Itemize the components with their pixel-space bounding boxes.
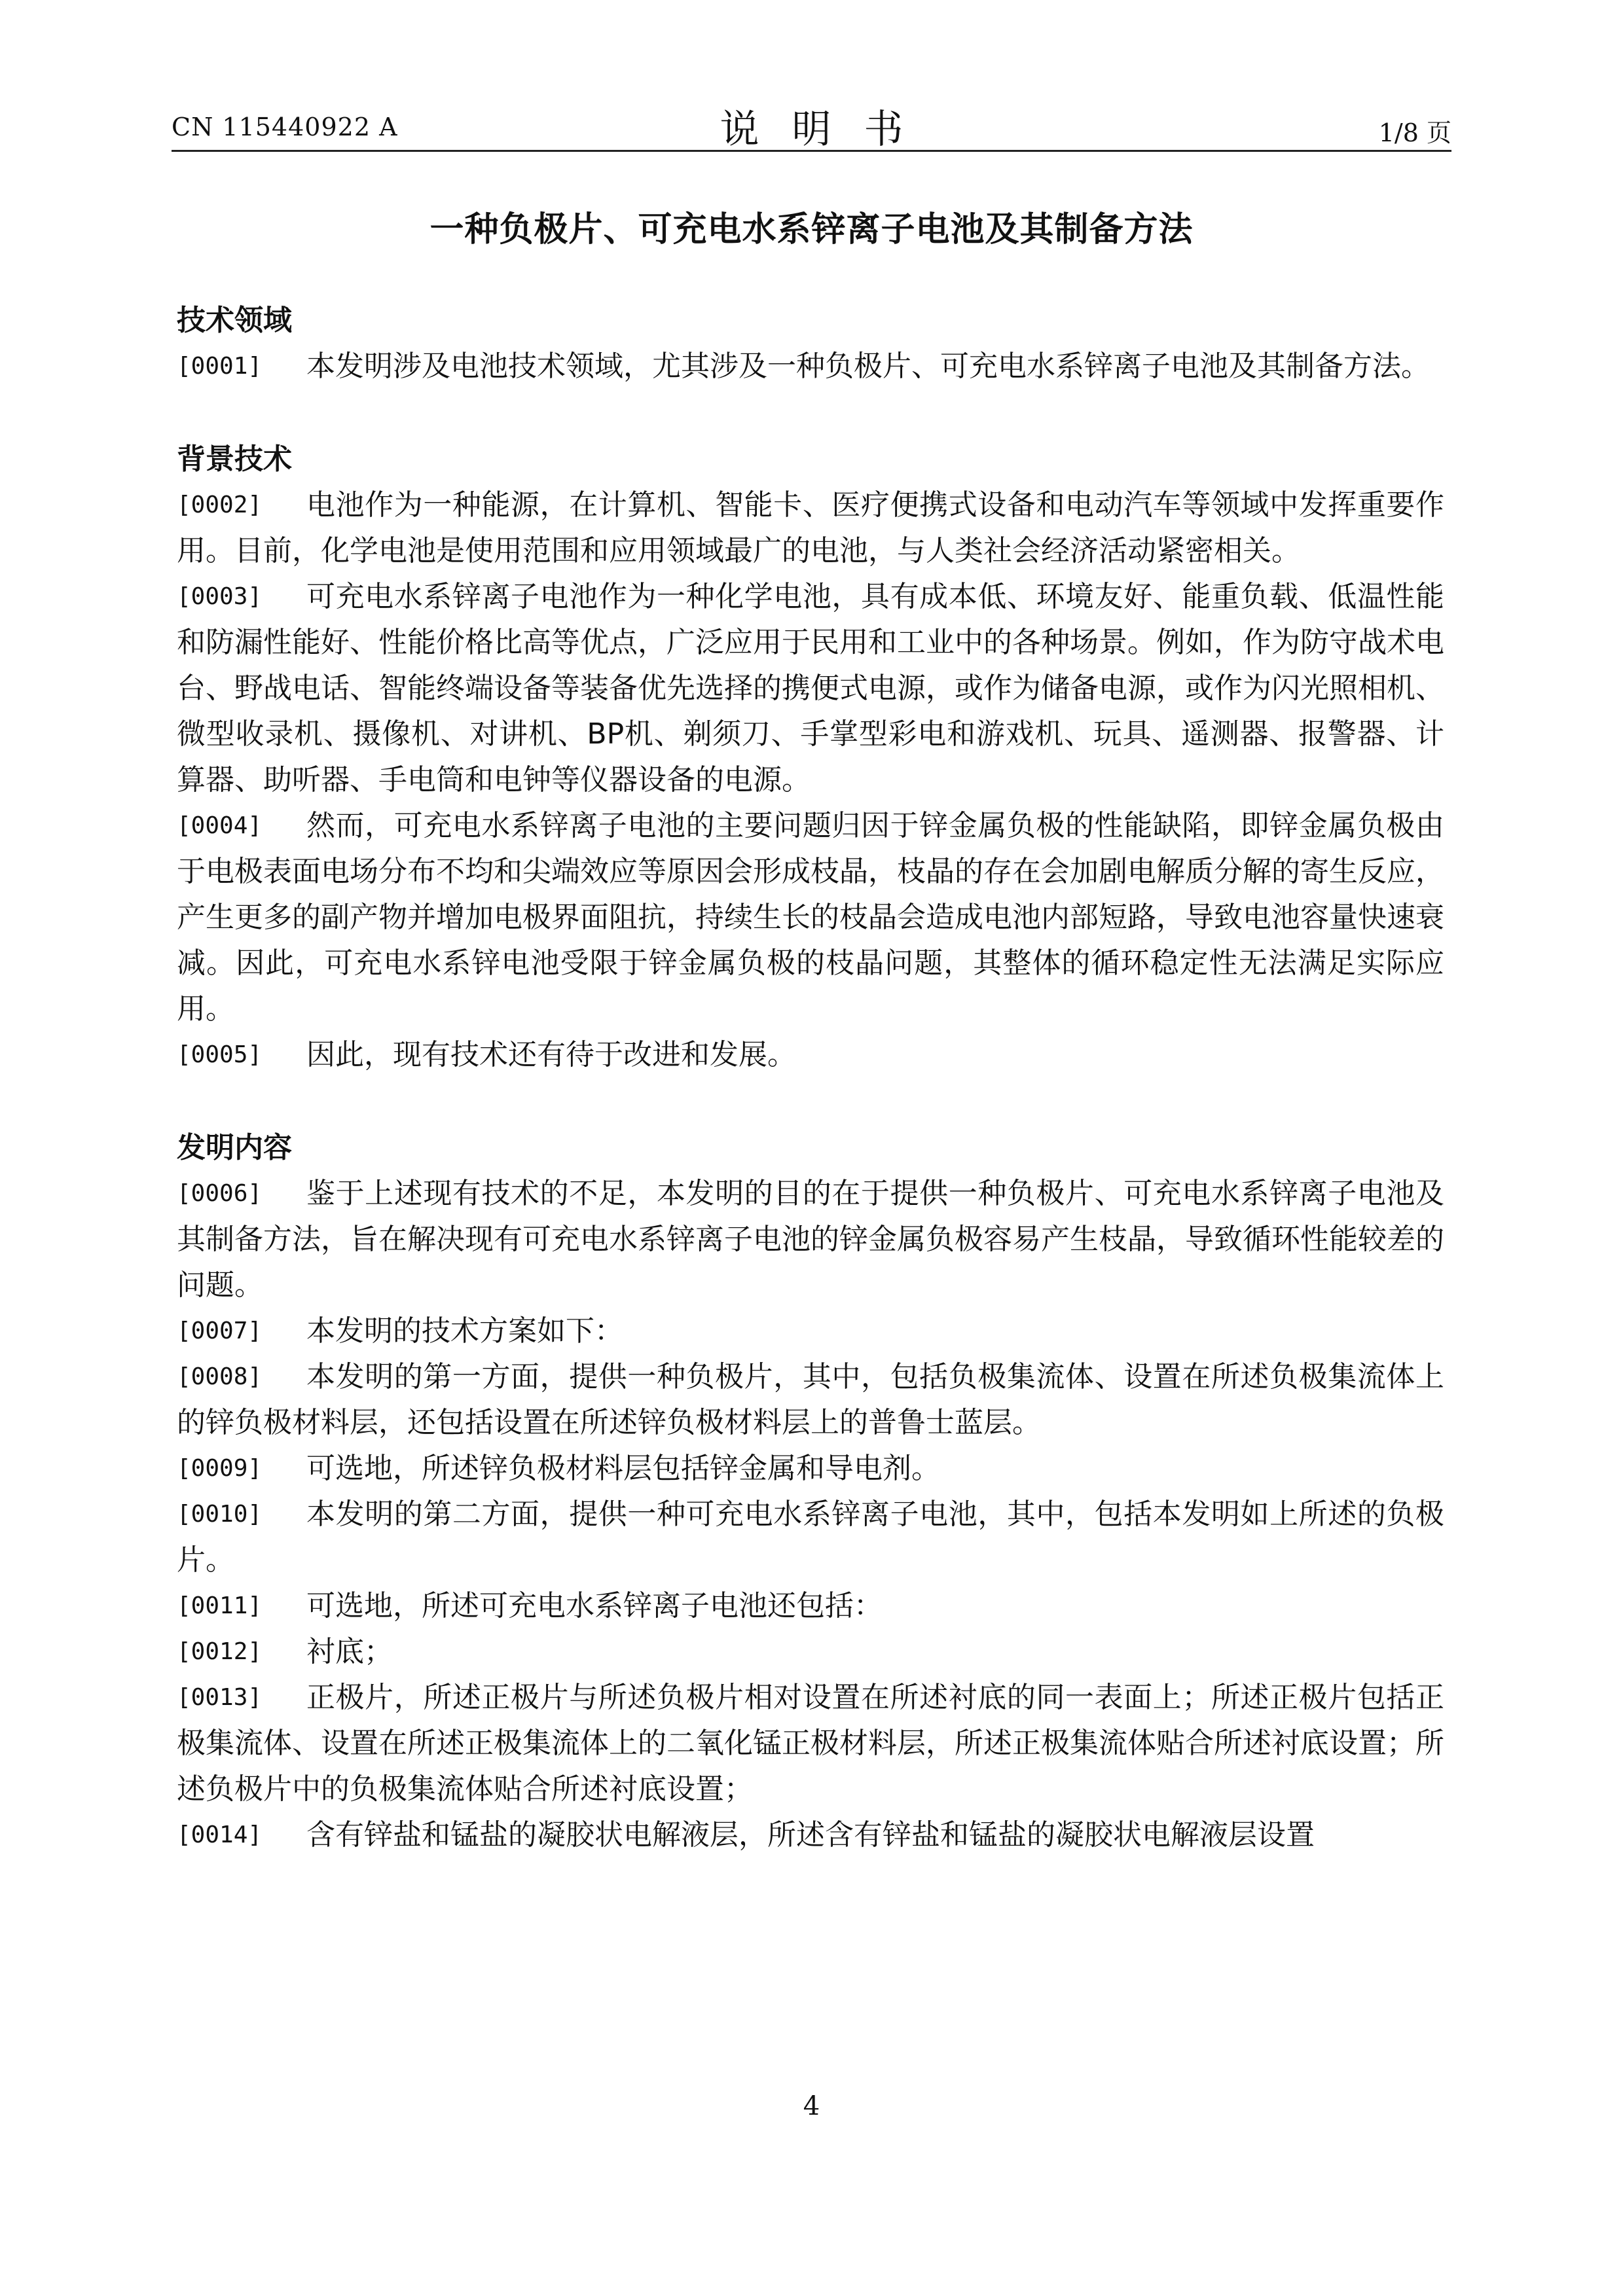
paragraph-text: 然而，可充电水系锌离子电池的主要问题归因于锌金属负极的性能缺陷，即锌金属负极由于电极表面电场分布不均和尖端效应等原因会形成枝晶，枝晶的存在会加剧电解质分解的寄生反应，产生更多的副产物并增加电极界面阻抗，持续生长的枝晶会造成电池内部短路，导致电池容量快速衰减。因此，可充电水系锌电池受限于锌金属负极的枝晶问题，其整体的循环稳定性无法满足实际应用。 [177,809,1444,1026]
section-heading-summary: 发明内容 [177,1131,292,1164]
paragraph-text: 含有锌盐和锰盐的凝胶状电解液层，所述含有锌盐和锰盐的凝胶状电解液层设置 [306,1818,1315,1852]
document-body [177,298,1444,1858]
paragraph-number: [0010] [177,1501,263,1528]
paragraph-0004 [177,803,1444,1032]
paragraph-text: 衬底； [306,1635,393,1668]
paragraph-number: [0012] [177,1638,263,1665]
paragraph-text: 可充电水系锌离子电池作为一种化学电池，具有成本低、环境友好、能重负载、低温性能和防漏性能好、性能价格比高等优点，广泛应用于民用和工业中的各种场景。例如，作为防守战术电台、野战电话、智能终端设备等装备优先选择的携便式电源，或作为储备电源，或作为闪光照相机、微型收录机、摄像机、对讲机、BP机、剃须刀、手掌型彩电和游戏机、玩具、遥测器、报警器、计算器、助听器、手电筒和电钟等仪器设备的电源。 [177,580,1444,797]
paragraph-text: 电池作为一种能源，在计算机、智能卡、医疗便携式设备和电动汽车等领域中发挥重要作用。目前，化学电池是使用范围和应用领域最广的电池，与人类社会经济活动紧密相关。 [177,488,1444,567]
paragraph-text: 因此，现有技术还有待于改进和发展。 [306,1038,796,1071]
section-heading-background: 背景技术 [177,442,292,476]
paragraph-number: [0002] [177,492,263,518]
paragraph-number: [0013] [177,1684,263,1711]
document-type: 说明书 [720,107,936,152]
paragraph-0009 [177,1446,1444,1492]
paragraph-number: [0011] [177,1592,263,1619]
paragraph-text: 鉴于上述现有技术的不足，本发明的目的在于提供一种负极片、可充电水系锌离子电池及其制备方法，旨在解决现有可充电水系锌离子电池的锌金属负极容易产生枝晶，导致循环性能较差的问题。 [177,1177,1444,1302]
paragraph-text: 可选地，所述锌负极材料层包括锌金属和导电剂。 [306,1452,940,1485]
paragraph-0011 [177,1583,1444,1629]
paragraph-number: [0006] [177,1180,263,1207]
paragraph-0007 [177,1308,1444,1354]
paragraph-number: [0014] [177,1821,263,1848]
header-divider [172,150,1451,152]
paragraph-0003 [177,574,1444,803]
paragraph-0008 [177,1354,1444,1446]
paragraph-number: [0003] [177,583,263,610]
paragraph-text: 本发明的第二方面，提供一种可充电水系锌离子电池，其中，包括本发明如上所述的负极片。 [177,1498,1444,1577]
paragraph-text: 本发明的第一方面，提供一种负极片，其中，包括负极集流体、设置在所述负极集流体上的锌负极材料层，还包括设置在所述锌负极材料层上的普鲁士蓝层。 [177,1360,1444,1439]
section-heading-technical-field: 技术领域 [177,304,292,337]
paragraph-number: [0009] [177,1455,263,1482]
paragraph-number: [0007] [177,1318,263,1344]
paragraph-text: 正极片，所述正极片与所述负极片相对设置在所述衬底的同一表面上；所述正极片包括正极集流体、设置在所述正极集流体上的二氧化锰正极材料层，所述正极集流体贴合所述衬底设置；所述负极片中的负极集流体贴合所述衬底设置； [177,1681,1444,1806]
paragraph-0012 [177,1629,1444,1675]
paragraph-number: [0005] [177,1041,263,1068]
patent-number: CN 115440922 A [172,113,398,141]
paragraph-number: [0001] [177,353,263,380]
paragraph-0014 [177,1812,1444,1858]
page-header [172,98,1451,151]
paragraph-number: [0008] [177,1363,263,1390]
paragraph-0001 [177,344,1444,389]
paragraph-text: 可选地，所述可充电水系锌离子电池还包括： [306,1589,883,1623]
paragraph-0013 [177,1675,1444,1812]
paragraph-text: 本发明的技术方案如下： [306,1314,623,1348]
paragraph-text: 本发明涉及电池技术领域，尤其涉及一种负极片、可充电水系锌离子电池及其制备方法。 [306,350,1430,383]
paragraph-0002 [177,482,1444,574]
paragraph-0010 [177,1492,1444,1583]
paragraph-0006 [177,1171,1444,1308]
paragraph-number: [0004] [177,812,263,839]
page-count: 1/8 页 [1378,118,1451,147]
paragraph-0005 [177,1032,1444,1078]
document-title: 一种负极片、可充电水系锌离子电池及其制备方法 [429,210,1194,249]
page-number: 4 [803,2091,820,2121]
